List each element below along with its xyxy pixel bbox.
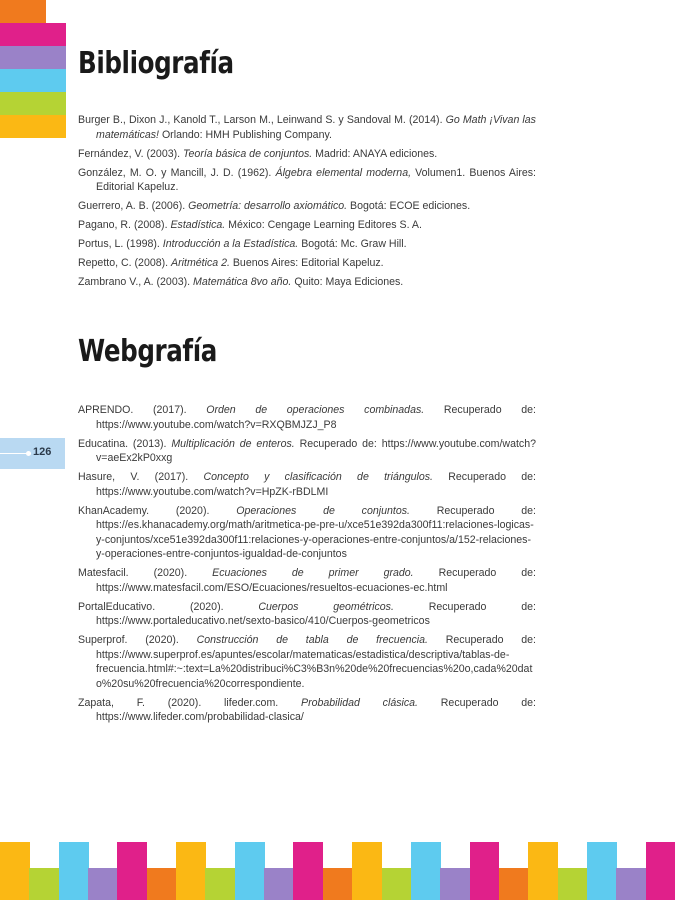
reference-title: Teoría básica de conjuntos. <box>183 147 313 160</box>
reference-title: Estadística. <box>170 219 226 231</box>
bibliography-list <box>78 113 536 294</box>
reference-text: Guerrero, A. B. (2006). <box>78 200 189 212</box>
reference-text: Matesfacil. (2020). <box>78 567 213 579</box>
reference-text: Hasure, V. (2017). <box>78 471 204 483</box>
reference-text: Orlando: HMH Publishing Company. <box>159 128 332 141</box>
reference-entry <box>78 147 536 162</box>
reference-text: Bogotá: Mc. Graw Hill. <box>298 238 407 250</box>
reference-text: González, M. O. y Mancill, J. D. (1962). <box>78 166 276 179</box>
footer-color-bar <box>117 842 147 900</box>
footer-color-bar <box>235 842 265 900</box>
reference-text: Pagano, R. (2008). <box>78 219 171 231</box>
footer-color-bar <box>0 842 30 900</box>
reference-title: Multiplicación de enteros. <box>171 437 295 450</box>
reference-title: Ecuaciones de primer grado. <box>212 567 414 579</box>
reference-entry <box>78 166 536 195</box>
reference-entry <box>78 504 536 562</box>
footer-color-bar <box>646 842 675 900</box>
footer-color-bar <box>147 868 177 900</box>
sidebar-stripe <box>0 69 66 92</box>
footer-color-bar <box>59 842 89 900</box>
reference-text: PortalEducativo. (2020). <box>78 600 259 613</box>
reference-text: Volumen1. Buenos Aires: Editorial Kapeluz. <box>96 166 536 193</box>
reference-title: Probabilidad clásica. <box>301 696 418 709</box>
reference-title: Concepto y clasificación de triángulos. <box>203 471 433 483</box>
webography-heading: Webgrafía <box>78 334 217 369</box>
reference-entry <box>78 237 536 252</box>
reference-title: Introducción a la Estadística. <box>162 238 299 250</box>
reference-title: Orden de operaciones combinadas. <box>206 404 425 416</box>
reference-text: Recuperado de: https://www.youtube.com/watch?v=aeEx2kP0xxg <box>96 437 537 464</box>
reference-entry <box>78 437 536 466</box>
reference-text: Recuperado de: https://www.youtube.com/watch?v=RXQBMJZJ_P8 <box>96 404 536 431</box>
reference-entry <box>78 566 536 595</box>
footer-color-bar <box>205 868 235 900</box>
reference-title: Go Math ¡Vivan las matemáticas! <box>96 114 536 141</box>
sidebar-color-stripes <box>0 0 66 138</box>
footer-color-bar <box>558 868 588 900</box>
reference-entry <box>78 199 536 214</box>
reference-text: Buenos Aires: Editorial Kapeluz. <box>229 257 384 269</box>
reference-title: Construcción de tabla de frecuencia. <box>196 634 428 646</box>
reference-text: Recuperado de: https://www.lifeder.com/probabilidad-clasica/ <box>96 696 536 723</box>
reference-entry <box>78 696 536 725</box>
footer-color-bar <box>264 868 294 900</box>
reference-entry <box>78 403 536 432</box>
reference-entry <box>78 633 536 691</box>
reference-text: Superprof. (2020). <box>78 634 197 646</box>
reference-title: Aritmética 2. <box>171 257 230 269</box>
bibliography-heading: Bibliografía <box>78 46 234 81</box>
sidebar-stripe <box>0 46 66 69</box>
page-number-tab <box>0 438 65 469</box>
reference-title: Geometría: desarrollo axiomático. <box>188 200 348 212</box>
reference-text: Portus, L. (1998). <box>78 238 163 250</box>
footer-color-bar <box>470 842 500 900</box>
reference-text: KhanAcademy. (2020). <box>78 504 237 517</box>
footer-color-bar <box>29 868 59 900</box>
reference-text: Repetto, C. (2008). <box>78 257 172 269</box>
reference-text: APRENDO. (2017). <box>78 404 207 416</box>
webography-list <box>78 403 536 729</box>
page-tab-line <box>0 453 28 454</box>
reference-text: Recuperado de: https://www.youtube.com/watch?v=HpZK-rBDLMI <box>96 471 536 498</box>
footer-color-bar <box>88 868 118 900</box>
reference-text: Zapata, F. (2020). lifeder.com. <box>78 696 301 709</box>
reference-text: Recuperado de: https://es.khanacademy.org/math/aritmetica-pe-pre-u/xce51e392da300f11:relaciones-logicas-y-conjuntos/xce51e392da300f11:relaciones-y-operaciones-entre-conjuntos/a/152-relaciones-y-operaciones-entre-conjuntos-igualdad-de-conjuntos <box>96 504 536 560</box>
footer-color-bar <box>293 842 323 900</box>
reference-title: Álgebra elemental moderna, <box>275 166 412 179</box>
reference-text: Recuperado de: https://www.matesfacil.com/ESO/Ecuaciones/resueltos-ecuaciones-ec.html <box>96 567 536 594</box>
reference-text: Recuperado de: https://www.portaleducativo.net/sexto-basico/410/Cuerpos-geometricos <box>96 600 536 627</box>
footer-color-bar <box>499 868 529 900</box>
footer-color-bar <box>352 842 382 900</box>
sidebar-stripe <box>0 115 66 138</box>
reference-text: Fernández, V. (2003). <box>78 147 184 160</box>
reference-title: Operaciones de conjuntos. <box>236 504 410 517</box>
reference-title: Cuerpos geométricos. <box>258 600 394 613</box>
footer-color-bar <box>382 868 412 900</box>
footer-color-bars <box>0 842 675 900</box>
footer-color-bar <box>528 842 558 900</box>
reference-text: Burger B., Dixon J., Kanold T., Larson M., Leinwand S. y Sandoval M. (2014). <box>78 114 446 126</box>
footer-color-bar <box>323 868 353 900</box>
footer-color-bar <box>176 842 206 900</box>
reference-text: Quito: Maya Ediciones. <box>291 276 404 288</box>
reference-entry <box>78 113 536 142</box>
reference-entry <box>78 600 536 629</box>
footer-color-bar <box>411 842 441 900</box>
sidebar-stripe <box>0 92 66 115</box>
reference-text: Educatina. (2013). <box>78 437 172 450</box>
footer-color-bar <box>616 868 646 900</box>
sidebar-stripe <box>0 23 66 46</box>
reference-text: Madrid: ANAYA ediciones. <box>312 147 438 160</box>
reference-text: Bogotá: ECOE ediciones. <box>347 200 471 212</box>
reference-entry <box>78 256 536 271</box>
sidebar-stripe <box>0 0 46 23</box>
reference-text: Zambrano V., A. (2003). <box>78 276 194 288</box>
reference-title: Matemática 8vo año. <box>193 276 292 288</box>
reference-text: Recuperado de: https://www.superprof.es/apuntes/escolar/matematicas/estadistica/descriptiva/tablas-de-frecuencia.html#:~:text=La%20distribuci%C3%B3n%20de%20frecuencias%20o,cada%20dato%20su%20frecuencia%20correspondiente. <box>96 634 536 690</box>
reference-entry <box>78 218 536 233</box>
footer-color-bar <box>587 842 617 900</box>
reference-text: México: Cengage Learning Editores S. A. <box>225 219 422 231</box>
footer-color-bar <box>440 868 470 900</box>
reference-entry <box>78 275 536 290</box>
reference-entry <box>78 470 536 499</box>
page-number: 126 <box>33 446 52 458</box>
page-tab-dot <box>26 451 31 456</box>
